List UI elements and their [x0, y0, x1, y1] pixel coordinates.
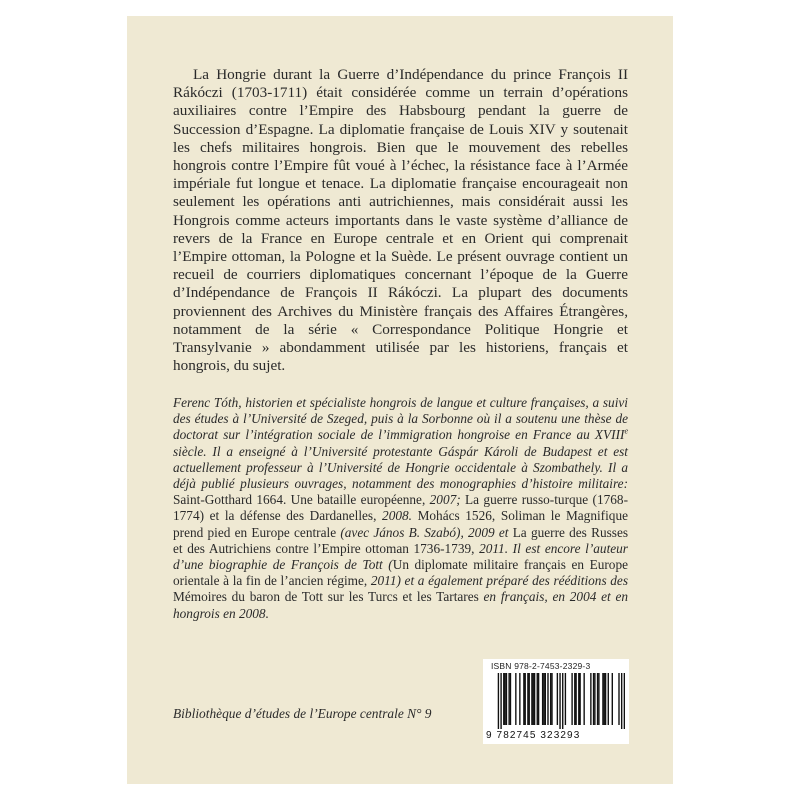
- barcode-bar: [537, 673, 538, 725]
- bio-segment: en français, en 2004 et en hongrois en 2008.: [173, 589, 628, 621]
- barcode-bar: [519, 673, 520, 725]
- barcode-bar: [523, 673, 524, 725]
- barcode-bar: [618, 673, 619, 725]
- bio-book-title: La guerre des Russes et des Autrichiens contre l’Empire ottoman 1736-1739,: [173, 524, 629, 556]
- barcode-bar: [547, 673, 548, 725]
- bio-segment: 2007;: [429, 492, 466, 508]
- series-title: Bibliothèque d’études de l’Europe centrale N° 9: [173, 706, 432, 721]
- barcode-bar: [598, 673, 599, 725]
- barcode-bar: [559, 673, 560, 729]
- bio-superscript: e: [624, 426, 628, 436]
- barcode-bar: [534, 673, 535, 725]
- barcode-bar: [565, 673, 566, 725]
- barcode-bar: [602, 673, 603, 725]
- barcode-bar: [510, 673, 511, 725]
- barcode-bar: [515, 673, 516, 725]
- bio-segment: 2011. Il est encore l’auteur d’une biographie de François de Tott (: [173, 540, 628, 573]
- barcode-bar: [571, 673, 572, 725]
- barcode-bar: [504, 673, 505, 725]
- barcode-bar: [525, 673, 526, 725]
- barcode-bar: [597, 673, 598, 725]
- barcode-bar: [550, 673, 551, 725]
- barcode-bar: [574, 673, 575, 725]
- barcode-bar: [612, 673, 613, 725]
- cover-blurb: La Hongrie durant la Guerre d’Indépendance du prince François II Rákóczi (1703-1711) était considérée comme un terrain d’opérations auxiliaires contre l’Empire des Habsbourg pendant la guerre de Succession d’Espagne. La diplomatie française de Louis XIV y soutenait les chefs militaires hongrois. Bien que le mouvement des rebelles hongrois contre l’Empire fût voué à l’échec, la résistance face à l’Armée impériale fut longue et tenace. La diplomatie française encourageait non seulement les opérations anti autrichiennes, mais considérait aussi les Hongrois comme acteurs importants dans le vaste système d’alliance de revers de la France en Europe centrale et en Orient qui comprenait l’Empire ottoman, la Pologne et la Suède. Le présent ouvrage contient un recueil de courriers diplomatiques concernant l’époque de la Guerre d’Indépendance de François II Rákóczi. La plupart des documents proviennent des Archives du Ministère français des Affaires Étrangères, notamment de la série « Correspondance Politique Hongrie et Transylvanie » abondamment utilisée par les historiens, français et hongrois, du sujet.: [173, 66, 628, 375]
- barcode-bar: [562, 673, 563, 729]
- barcode-bar: [533, 673, 534, 725]
- barcode-bar: [529, 673, 530, 725]
- barcode-bar: [578, 673, 579, 725]
- barcode-bar: [557, 673, 558, 725]
- bio-book-title: Mémoires du baron de Tott sur les Turcs et les Tartares: [173, 589, 484, 605]
- bio-book-title: La guerre russo-turque (1768-1774) et la défense des Dardanelles,: [173, 492, 629, 524]
- barcode-bar: [503, 673, 504, 725]
- bio-segment: Ferenc Tóth, historien et spécialiste hongrois de langue et culture françaises, a suivi des études à l’Université de Szeged, puis à la Sorbonne où il a soutenu une thèse de doctorat sur l’intégration sociale de l’immigration hongroise en France au XVIII: [173, 395, 628, 443]
- barcode-bar: [500, 673, 501, 729]
- barcode-bar: [542, 673, 543, 725]
- barcode-bar: [498, 673, 499, 729]
- barcode-icon: [487, 673, 625, 729]
- bio-segment: siècle. Il a enseigné à l’Université protestante Gáspár Károli de Budapest et est actuellement professeur à l’Université de Hongrie occidentale à Szombathely. Il a déjà publié plusieurs ouvrages, notamment des monographies d’histoire militaire:: [173, 443, 628, 492]
- barcode-bar: [583, 673, 584, 725]
- barcode-bar: [579, 673, 580, 725]
- barcode-bar: [531, 673, 532, 725]
- barcode-bar: [593, 673, 594, 725]
- barcode-bar: [608, 673, 609, 725]
- bio-book-title: Un diplomate militaire français en Europe orientale à la fin de l’ancien régime,: [173, 557, 628, 589]
- barcode-bar: [594, 673, 595, 725]
- barcode-bar: [624, 673, 625, 729]
- barcode-bar: [590, 673, 591, 725]
- author-biography: [173, 395, 628, 622]
- bio-segment: 2008.: [382, 508, 418, 524]
- bio-book-title: Saint-Gotthard 1664. Une bataille européenne,: [173, 492, 430, 508]
- barcode-bar: [605, 673, 606, 725]
- barcode-bar: [545, 673, 546, 725]
- bio-segment: 2011) et a également préparé des rééditions des: [370, 573, 628, 589]
- barcode-bar: [506, 673, 507, 725]
- barcode-digits: 9 782745 323293: [486, 730, 581, 741]
- barcode-bar: [538, 673, 539, 725]
- barcode-bar: [604, 673, 605, 725]
- isbn-label: ISBN 978-2-7453-2329-3: [491, 661, 591, 671]
- barcode-bar: [551, 673, 552, 725]
- barcode-bar: [527, 673, 528, 725]
- barcode-bar: [575, 673, 576, 725]
- bio-segment: (avec János B. Szabó), 2009 et: [340, 524, 513, 540]
- bio-book-title: Mohács 1526, Soliman le Magnifique prend pied en Europe centrale: [173, 508, 628, 540]
- barcode-bar: [543, 673, 544, 725]
- barcode-bar: [621, 673, 622, 729]
- barcode-bar: [508, 673, 509, 725]
